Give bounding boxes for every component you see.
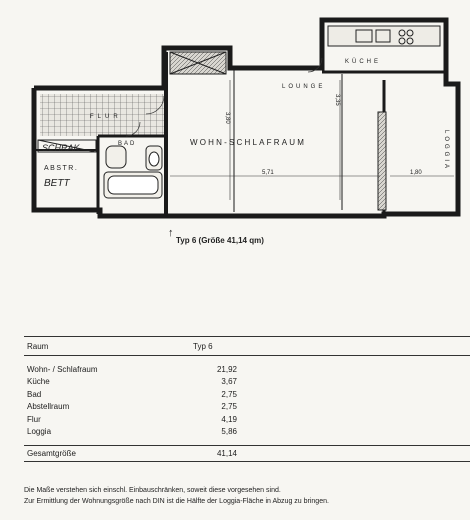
row-value: 5,86	[221, 427, 237, 437]
dimension-label-1: 3,80	[224, 112, 230, 124]
handwritten-schrank: SCHRAK	[42, 143, 80, 153]
row-value: 2,75	[221, 402, 237, 412]
room-label-flur: FLUR	[90, 114, 122, 120]
shaft	[170, 52, 226, 74]
header-room: Raum	[24, 337, 193, 356]
loggia-partition	[378, 112, 386, 210]
row-room: Küche	[27, 377, 50, 387]
room-label-wohn-schlafraum: WOHN-SCHLAFRAUM	[190, 138, 307, 147]
row-room: Wohn- / Schlafraum	[27, 364, 98, 374]
row-room: Bad	[27, 389, 42, 399]
row-value: 4,19	[221, 414, 237, 424]
caption-arrow-icon: ↑	[168, 227, 174, 239]
table-row	[24, 413, 470, 426]
header-type: Typ 6	[193, 337, 237, 356]
room-label-loggia: LOGGIA	[443, 130, 449, 172]
row-value: 2,75	[221, 389, 237, 399]
room-label-kueche: KÜCHE	[345, 59, 382, 65]
row-room: Flur	[27, 414, 41, 424]
table-row	[24, 363, 470, 376]
row-value: 21,92	[216, 364, 237, 374]
handwritten-bett: BETT	[44, 178, 70, 189]
floor-plan	[0, 0, 470, 250]
dimension-label-3: 5,71	[262, 170, 274, 176]
table-row	[24, 426, 470, 439]
kitchen-fixtures	[328, 26, 440, 46]
row-room: Abstellraum	[27, 402, 70, 412]
table-total-row	[24, 446, 470, 462]
table-header-row	[24, 337, 470, 356]
handwritten-abstr: ABSTR.	[44, 165, 79, 172]
footnote-line-2: Zur Ermittlung der Wohnungsgröße nach DIN ist die Hälfte der Loggia-Fläche in Abzug zu bringen.	[24, 498, 329, 505]
plan-caption: Typ 6 (Größe 41,14 qm)	[176, 236, 264, 245]
row-value: 3,67	[221, 377, 237, 387]
room-label-lounge: LOUNGE	[282, 84, 326, 90]
footnote-line-1: Die Maße verstehen sich einschl. Einbauschränken, soweit diese vorgesehen sind.	[24, 487, 281, 494]
dimension-label-2: 3,35	[334, 94, 340, 106]
dimension-label-4: 1,80	[410, 170, 422, 176]
table-row	[24, 388, 470, 401]
total-value: 41,14	[193, 446, 237, 462]
total-room: Gesamtgröße	[24, 446, 193, 462]
table-row	[24, 401, 470, 414]
bath-fixtures	[104, 146, 162, 198]
row-room: Loggia	[27, 427, 52, 437]
room-label-bad: BAD	[118, 141, 137, 147]
footnotes	[24, 485, 470, 507]
area-table	[24, 336, 470, 462]
table-row	[24, 376, 470, 389]
